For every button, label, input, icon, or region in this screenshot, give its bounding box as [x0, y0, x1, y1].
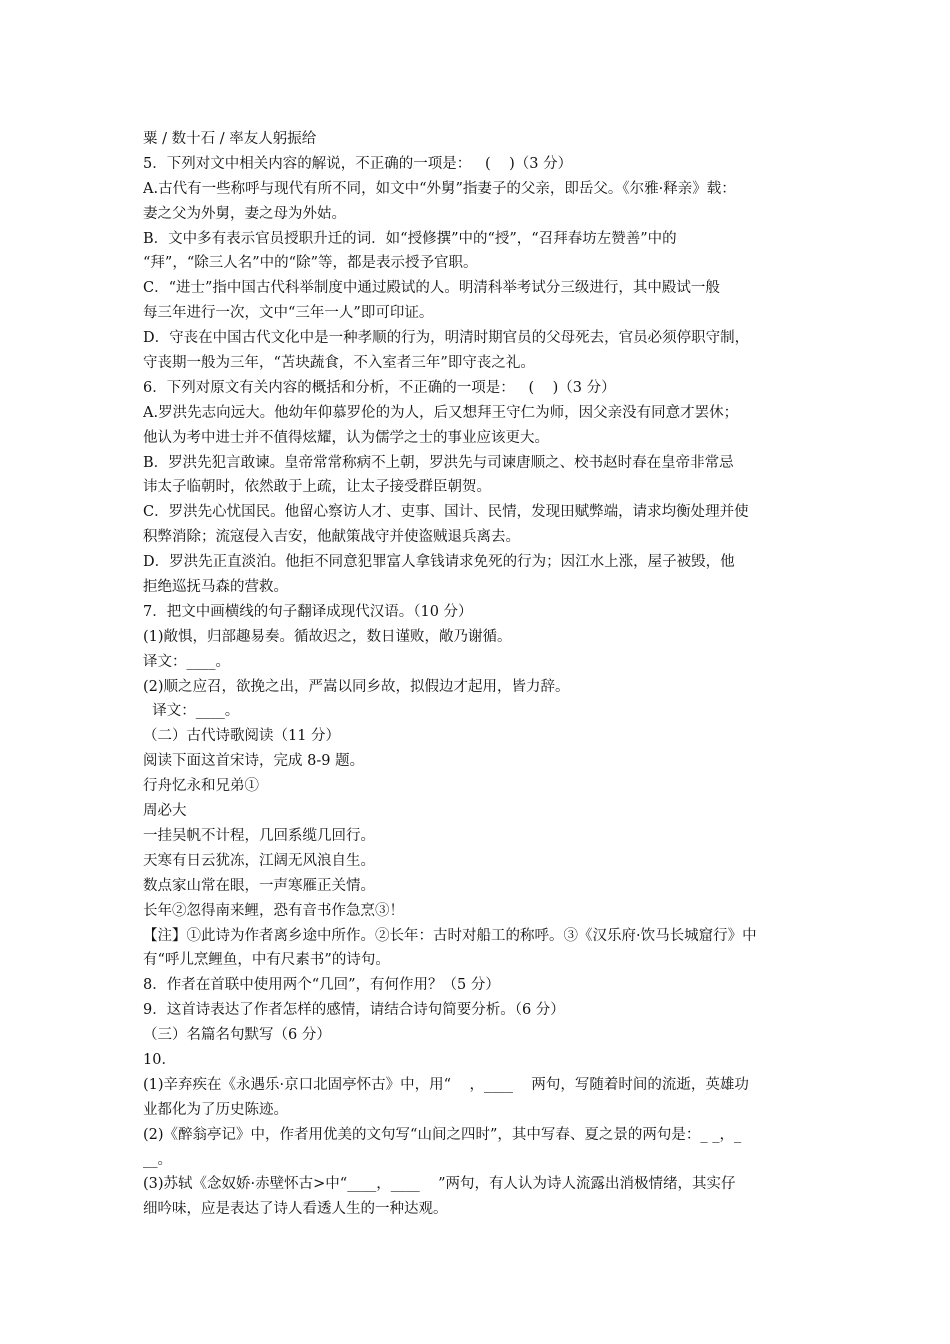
question-9: 9．这首诗表达了作者怎样的感情，请结合诗句简要分析。（6 分）	[143, 1002, 565, 1019]
question-5-option-a: A.古代有一些称呼与现代有所不同，如文中“外舅”指妻子的父亲，即岳父。《尔雅·释亲》载：	[143, 180, 736, 197]
text-line: 讳太子临朝时，依然敢于上疏，让太子接受群臣朝贺。	[143, 479, 491, 496]
text-line: 有“呼儿烹鲤鱼，中有尺素书”的诗句。	[143, 952, 390, 969]
poem-note: 【注】①此诗为作者离乡途中所作。②长年：古时对船工的称呼。③《汉乐府·饮马长城窟行》中	[143, 927, 757, 944]
text-line: 他认为考中进士并不值得炫耀，认为儒学之士的事业应该更大。	[143, 429, 549, 446]
question-5-option-d: D．守丧在中国古代文化中是一种孝顺的行为，明清时期官员的父母死去，官员必须停职守制，	[143, 330, 750, 347]
text-line: 每三年进行一次，文中“三年一人”即可印证。	[143, 305, 434, 322]
text-line: 积弊消除；流寇侵入吉安，他献策战守并使盗贼退兵离去。	[143, 529, 520, 546]
text-line: “拜”，“除三人名”中的“除”等，都是表示授予官职。	[143, 255, 478, 272]
question-8: 8．作者在首联中使用两个“几回”，有何作用？（5 分）	[143, 977, 500, 994]
poem-instruction: 阅读下面这首宋诗，完成 8-9 题。	[143, 753, 365, 770]
poem-line: 数点家山常在眼，一声寒雁正关情。	[143, 877, 375, 894]
question-6-option-a: A.罗洪先志向远大。他幼年仰慕罗伦的为人，后又想拜王守仁为师，因父亲没有同意才罢休；	[143, 404, 739, 421]
document-page	[143, 127, 815, 1222]
question-10-item-3: (3)苏轼《念奴娇·赤壁怀古>中“____，____ ”两句，有人认为诗人流露出消极情绪，其实仔	[143, 1176, 736, 1193]
text-line: 妻之父为外舅，妻之母为外姑。	[143, 205, 346, 222]
poem-title: 行舟忆永和兄弟①	[143, 778, 259, 795]
question-6-option-d: D．罗洪先正直淡泊。他拒不同意犯罪富人拿钱请求免死的行为；因江水上涨，屋子被毁，他	[143, 554, 735, 571]
text-line: 细吟味，应是表达了诗人看透人生的一种达观。	[143, 1201, 448, 1218]
question-10-stem: 10．	[143, 1051, 176, 1068]
question-6-stem: 6．下列对原文有关内容的概括和分析，不正确的一项是： ( )（3 分）	[143, 379, 616, 396]
text-line: 拒绝巡抚马森的营救。	[143, 579, 288, 596]
poem-line: 长年②忽得南来鲤，恐有音书作急烹③！	[143, 902, 404, 919]
translation-blank-1: 译文：____。	[143, 653, 230, 670]
section-heading: （三）名篇名句默写（6 分）	[143, 1027, 331, 1044]
question-10-item-1: (1)辛弃疾在《永遇乐·京口北固亭怀古》中，用“ ，____ 两句，写随着时间的流逝，英雄功	[143, 1076, 749, 1093]
translation-blank-2: 译文：____。	[143, 703, 240, 720]
text-line: __。	[143, 1151, 172, 1168]
question-7-sentence-1: (1)敞惧，归部趣易奏。循故迟之，数日谨败，敞乃谢循。	[143, 628, 512, 645]
poem-author: 周必大	[143, 803, 187, 820]
question-5-option-b: B．文中多有表示官员授职升迁的词．如“授修撰”中的“授”，“召拜春坊左赞善”中的	[143, 230, 677, 247]
section-heading: （二）古代诗歌阅读（11 分）	[143, 728, 341, 745]
text-line: 业都化为了历史陈迹。	[143, 1101, 288, 1118]
question-7-sentence-2: (2)顺之应召，欲挽之出，严嵩以同乡故，拟假边才起用，皆力辞。	[143, 678, 570, 695]
question-7-stem: 7．把文中画横线的句子翻译成现代汉语。（10 分）	[143, 603, 473, 620]
question-10-item-2: (2)《醉翁亭记》中，作者用优美的文句写“山间之四时”，其中写春、夏之景的两句是：_ _，_	[143, 1126, 742, 1143]
text-line: 守丧期一般为三年，“苫块蔬食，不入室者三年”即守丧之礼。	[143, 355, 535, 372]
question-6-option-c: C．罗洪先心忧国民。他留心察访人才、吏事、国计、民情，发现田赋弊端，请求均衡处理并使	[143, 504, 749, 521]
text-line: 粟 / 数十石 / 率友人躬振给	[143, 131, 317, 147]
question-5-option-c: C．“进士”指中国古代科举制度中通过殿试的人。明清科举考试分三级进行，其中殿试一般	[143, 280, 720, 297]
question-6-option-b: B．罗洪先犯言敢谏。皇帝常常称病不上朝，罗洪先与司谏唐顺之、校书赵时春在皇帝非常忌	[143, 454, 734, 471]
question-5-stem: 5．下列对文中相关内容的解说，不正确的一项是： ( )（3 分）	[143, 155, 573, 172]
poem-line: 一挂吴帆不计程，几回系缆几回行。	[143, 827, 375, 844]
poem-line: 天寒有日云犹冻，江阔无风浪自生。	[143, 852, 375, 869]
